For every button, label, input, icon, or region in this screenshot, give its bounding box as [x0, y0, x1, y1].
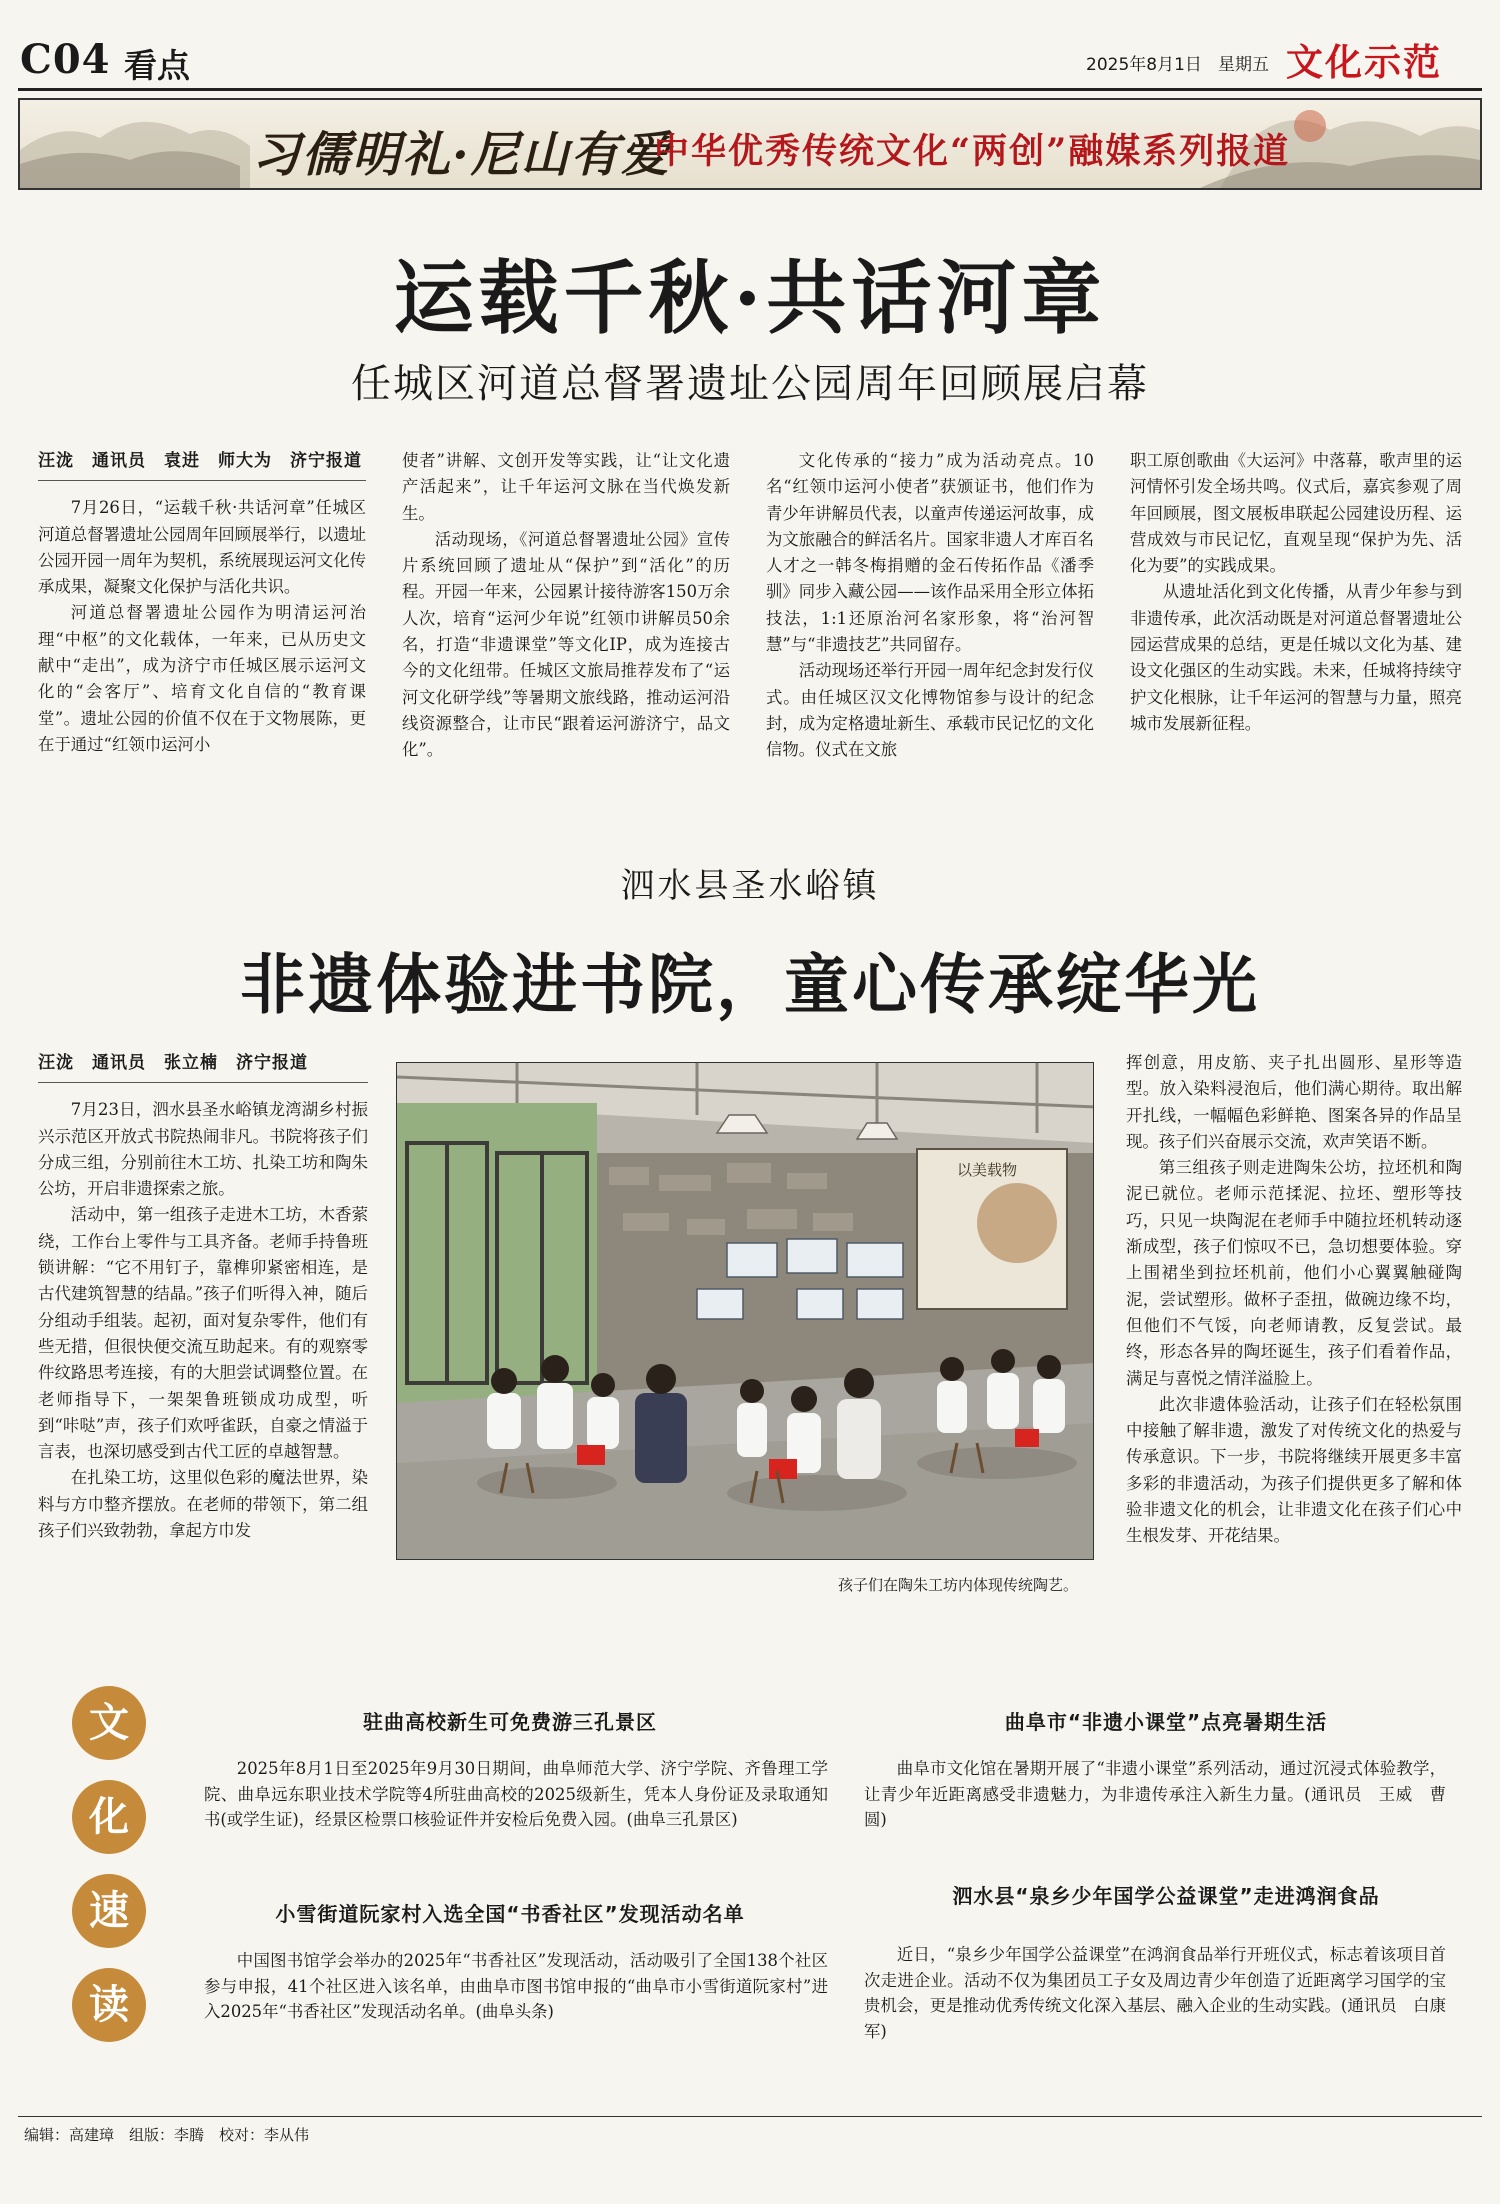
badge-char: 化 — [72, 1780, 146, 1854]
article1-column-3 — [766, 448, 1094, 764]
paragraph: 文化传承的“接力”成为活动亮点。10名“红领巾运河小使者”获颁证书，他们作为青少年讲解员代表，以童声传递运河故事，成为文旅融合的鲜活名片。国家非遗人才库百名人才之一韩冬梅捐赠的金石传拓作品《潘季驯》同步入藏公园——该作品采用全形立体拓技法，1:1还原治河名家形象，将“治河智慧”与“非遗技艺”共同留存。 — [766, 451, 1094, 655]
brief-title: 小雪街道阮家村入选全国“书香社区”发现活动名单 — [275, 1902, 745, 1926]
article1-column-1 — [38, 448, 366, 758]
page-credits: 编辑：高建璋 组版：李腾 校对：李从伟 — [24, 2126, 310, 2144]
paragraph: 挥创意，用皮筋、夹子扎出圆形、星形等造型。放入染料浸泡后，他们满心期待。取出解开扎线，一幅幅色彩鲜艳、图案各异的作品呈现。孩子们兴奋展示交流，欢声笑语不断。 — [1126, 1053, 1462, 1151]
masthead-logo: 文化示范 — [1286, 40, 1442, 84]
brief-text: 近日，“泉乡少年国学公益课堂”在鸿润食品举行开班仪式，标志着该项目首次走进企业。活动不仅为集团员工子女及周边青少年创造了近距离学习国学的宝贵机会，更是推动优秀传统文化深入基层、融入企业的生动实践。(通讯员 白康军) — [864, 1945, 1446, 2041]
pottery-workshop-photo — [396, 1062, 1094, 1560]
paragraph: 此次非遗体验活动，让孩子们在轻松氛围中接触了解非遗，激发了对传统文化的热爱与传承意识。下一步，书院将继续开展更多丰富多彩的非遗活动，为孩子们提供更多了解和体验非遗文化的机会，让非遗文化在孩子们心中生根发芽、开花结果。 — [1126, 1394, 1462, 1546]
paragraph: 从遗址活化到文化传播，从青少年参与到非遗传承，此次活动既是对河道总督署遗址公园运营成果的总结，更是任城以文化为基、建设文化强区的生动实践。未来，任城将持续守护文化根脉，让千年运河的智慧与力量，照亮城市发展新征程。 — [1130, 582, 1462, 733]
article1-byline: 汪泷 通讯员 袁进 师大为 济宁报道 — [38, 448, 366, 481]
paragraph: 活动现场还举行开园一周年纪念封发行仪式。由任城区汉文化博物馆参与设计的纪念封，成为定格遗址新生、承载市民记忆的文化信物。仪式在文旅 — [766, 661, 1094, 760]
article1-headline: 运载千秋·共话河章 — [393, 251, 1107, 345]
series-banner — [18, 98, 1482, 190]
issue-weekday: 星期五 — [1218, 55, 1269, 75]
brief-title: 驻曲高校新生可免费游三孔景区 — [363, 1710, 657, 1734]
badge-char: 文 — [72, 1686, 146, 1760]
paragraph: 第三组孩子则走进陶朱公坊，拉坯机和陶泥已就位。老师示范揉泥、拉坯、塑形等技巧，只见一块陶泥在老师手中随拉坯机转动逐渐成型，孩子们惊叹不已，急切想要体验。穿上围裙坐到拉坯机前，他们小心翼翼触碰陶泥，尝试塑形。做杯子歪扭，做碗边缘不均，但他们不气馁，向老师请教，反复尝试。最终，形态各异的陶坯诞生，孩子们看着作品，满足与喜悦之情洋溢脸上。 — [1126, 1158, 1462, 1388]
banner-series-title: 中华优秀传统文化“两创”融媒系列报道 — [654, 131, 1291, 172]
article2-column-1 — [38, 1050, 368, 1544]
paragraph: 活动中，第一组孩子走进木工坊，木香萦绕，工作台上零件与工具齐备。老师手持鲁班锁讲解：“它不用钉子，靠榫卯紧密相连，是古代建筑智慧的结晶。”孩子们听得入神，随后分组动手组装。起初，面对复杂零件，他们有些无措，但很快便交流互助起来。有的观察零件纹路思考连接，有的大胆尝试调整位置。在老师指导下，一架架鲁班锁成功成型，听到“咔哒”声，孩子们欢呼雀跃，自豪之情溢于言表，也深切感受到古代工匠的卓越智慧。 — [38, 1205, 368, 1462]
badge-char: 速 — [72, 1874, 146, 1948]
paragraph: 7月26日，“运载千秋·共话河章”任城区河道总督署遗址公园周年回顾展举行，以遗址公园开园一周年为契机，系统展现运河文化传承成果，凝聚文化保护与活化共识。 — [38, 498, 366, 597]
article1-column-4 — [1130, 448, 1462, 737]
page-number: C04 — [20, 36, 111, 83]
paragraph: 在扎染工坊，这里似色彩的魔法世界，染料与方巾整齐摆放。在老师的带领下，第二组孩子们兴致勃勃，拿起方巾发 — [38, 1468, 368, 1541]
page-header — [18, 30, 1482, 85]
badge-char: 读 — [72, 1968, 146, 2042]
svg-text:以美载物: 以美载物 — [957, 1161, 1018, 1179]
brief-text: 2025年8月1日至2025年9月30日期间，曲阜师范大学、济宁学院、齐鲁理工学院、曲阜远东职业技术学院等4所驻曲高校的2025级新生，凭本人身份证及录取通知书(或学生证)，经景区检票口核验证件并安检后免费入园。(曲阜三孔景区) — [204, 1759, 828, 1830]
article2-headline: 非遗体验进书院，童心传承绽华光 — [239, 947, 1260, 1023]
paragraph: 活动现场，《河道总督署遗址公园》宣传片系统回顾了遗址从“保护”到“活化”的历程。开园一年来，公园累计接待游客150万余人次，培育“运河少年说”红领巾讲解员50余名，打造“非遗课堂”等文化IP，成为连接古今的文化纽带。任城区文旅局推荐发布了“运河文化研学线”等暑期文旅线路，推动运河沿线资源整合，让市民“跟着运河游济宁，品文化”。 — [402, 529, 730, 760]
article2-column-2 — [1126, 1050, 1462, 1550]
banner-slogan: 习儒明礼·尼山有爱 — [252, 127, 671, 183]
issue-date: 2025年8月1日 — [1086, 55, 1202, 75]
article1-column-2 — [402, 448, 730, 764]
section-name: 看点 — [124, 46, 190, 85]
brief-title: 泗水县“泉乡少年国学公益课堂”走进鸿润食品 — [952, 1884, 1380, 1908]
article2-byline: 汪泷 通讯员 张立楠 济宁报道 — [38, 1050, 368, 1083]
paragraph: 使者”讲解、文创开发等实践，让“让文化遗产活起来”，让千年运河文脉在当代焕发新生。 — [402, 451, 730, 523]
footer-rule — [18, 2116, 1482, 2117]
brief-title: 曲阜市“非遗小课堂”点亮暑期生活 — [1004, 1710, 1328, 1734]
header-rule — [18, 88, 1482, 91]
paragraph: 河道总督署遗址公园作为明清运河治理“中枢”的文化载体，一年来，已从历史文献中“走出”，成为济宁市任城区展示运河文化的“会客厅”、培育文化自信的“教育课堂”。遗址公园的价值不仅在于文物展陈，更在于通过“红领巾运河小 — [38, 603, 366, 754]
brief-text: 曲阜市文化馆在暑期开展了“非遗小课堂”系列活动，通过沉浸式体验教学，让青少年近距离感受非遗魅力，为非遗传承注入新生力量。(通讯员 王威 曹圆) — [864, 1759, 1446, 1830]
article2-kicker: 泗水县圣水峪镇 — [620, 866, 880, 906]
brief-text: 中国图书馆学会举办的2025年“书香社区”发现活动，活动吸引了全国138个社区参与申报，41个社区进入该名单，由曲阜市图书馆申报的“曲阜市小雪街道阮家村”进入2025年“书香社区”发现活动名单。(曲阜头条) — [204, 1951, 828, 2022]
workshop-scene-icon — [397, 1063, 1094, 1560]
paragraph: 职工原创歌曲《大运河》中落幕，歌声里的运河情怀引发全场共鸣。仪式后，嘉宾参观了周年回顾展，图文展板串联起公园建设历程、运营成效与市民记忆，直观呈现“保护为先、活化为要”的实践成果。 — [1130, 451, 1462, 576]
photo-caption: 孩子们在陶朱工坊内体现传统陶艺。 — [837, 1576, 1078, 1594]
paragraph: 7月23日，泗水县圣水峪镇龙湾湖乡村振兴示范区开放式书院热闹非凡。书院将孩子们分成三组，分别前往木工坊、扎染工坊和陶朱公坊，开启非遗探索之旅。 — [38, 1100, 368, 1199]
article1-subheadline: 任城区河道总督署遗址公园周年回顾展启幕 — [351, 361, 1149, 407]
